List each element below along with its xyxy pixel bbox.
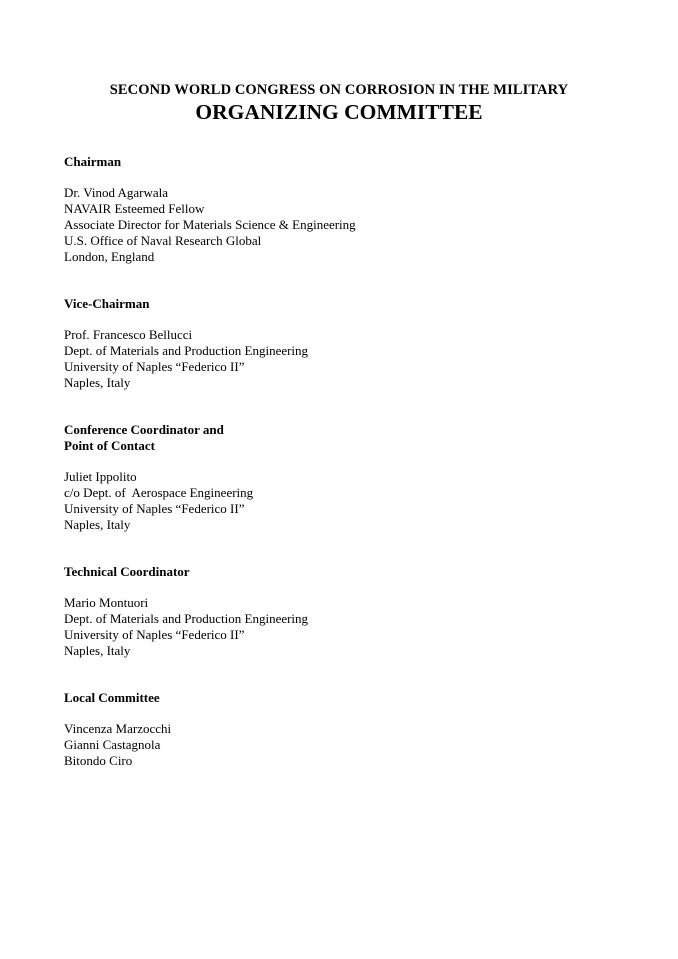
section-conference-coordinator — [64, 422, 644, 533]
section-local-committee — [64, 690, 644, 769]
section-line: University of Naples “Federico II” — [64, 501, 245, 516]
section-chairman — [64, 154, 644, 265]
section-title: Vice-Chairman — [64, 296, 150, 311]
section-line: Gianni Castagnola — [64, 737, 161, 752]
section-line: London, England — [64, 249, 155, 264]
document-header — [0, 81, 678, 124]
section-technical-coordinator — [64, 564, 644, 659]
section-line: U.S. Office of Naval Research Global — [64, 233, 262, 248]
section-line: Associate Director for Materials Science & Engineering — [64, 217, 356, 232]
section-line: University of Naples “Federico II” — [64, 359, 245, 374]
congress-title: SECOND WORLD CONGRESS ON CORROSION IN THE MILITARY — [109, 82, 569, 98]
section-line: c/o Dept. of Aerospace Engineering — [64, 485, 254, 500]
section-vice-chairman — [64, 296, 644, 391]
section-line: NAVAIR Esteemed Fellow — [64, 201, 205, 216]
section-line: Vincenza Marzocchi — [64, 721, 172, 736]
section-line: Naples, Italy — [64, 643, 131, 658]
section-title: Chairman — [64, 154, 122, 169]
section-title: Technical Coordinator — [64, 564, 190, 579]
section-line: Naples, Italy — [64, 517, 131, 532]
section-title: Local Committee — [64, 690, 160, 705]
section-line: University of Naples “Federico II” — [64, 627, 245, 642]
section-line: Dr. Vinod Agarwala — [64, 185, 169, 200]
section-line: Juliet Ippolito — [64, 469, 137, 484]
section-title: Conference Coordinator and Point of Contact — [64, 422, 224, 453]
section-line: Naples, Italy — [64, 375, 131, 390]
committee-sections — [64, 154, 644, 800]
section-line: Mario Montuori — [64, 595, 149, 610]
section-line: Bitondo Ciro — [64, 753, 133, 768]
section-line: Prof. Francesco Bellucci — [64, 327, 193, 342]
section-line: Dept. of Materials and Production Engineering — [64, 343, 309, 358]
committee-title: ORGANIZING COMMITTEE — [195, 100, 483, 124]
section-line: Dept. of Materials and Production Engineering — [64, 611, 309, 626]
